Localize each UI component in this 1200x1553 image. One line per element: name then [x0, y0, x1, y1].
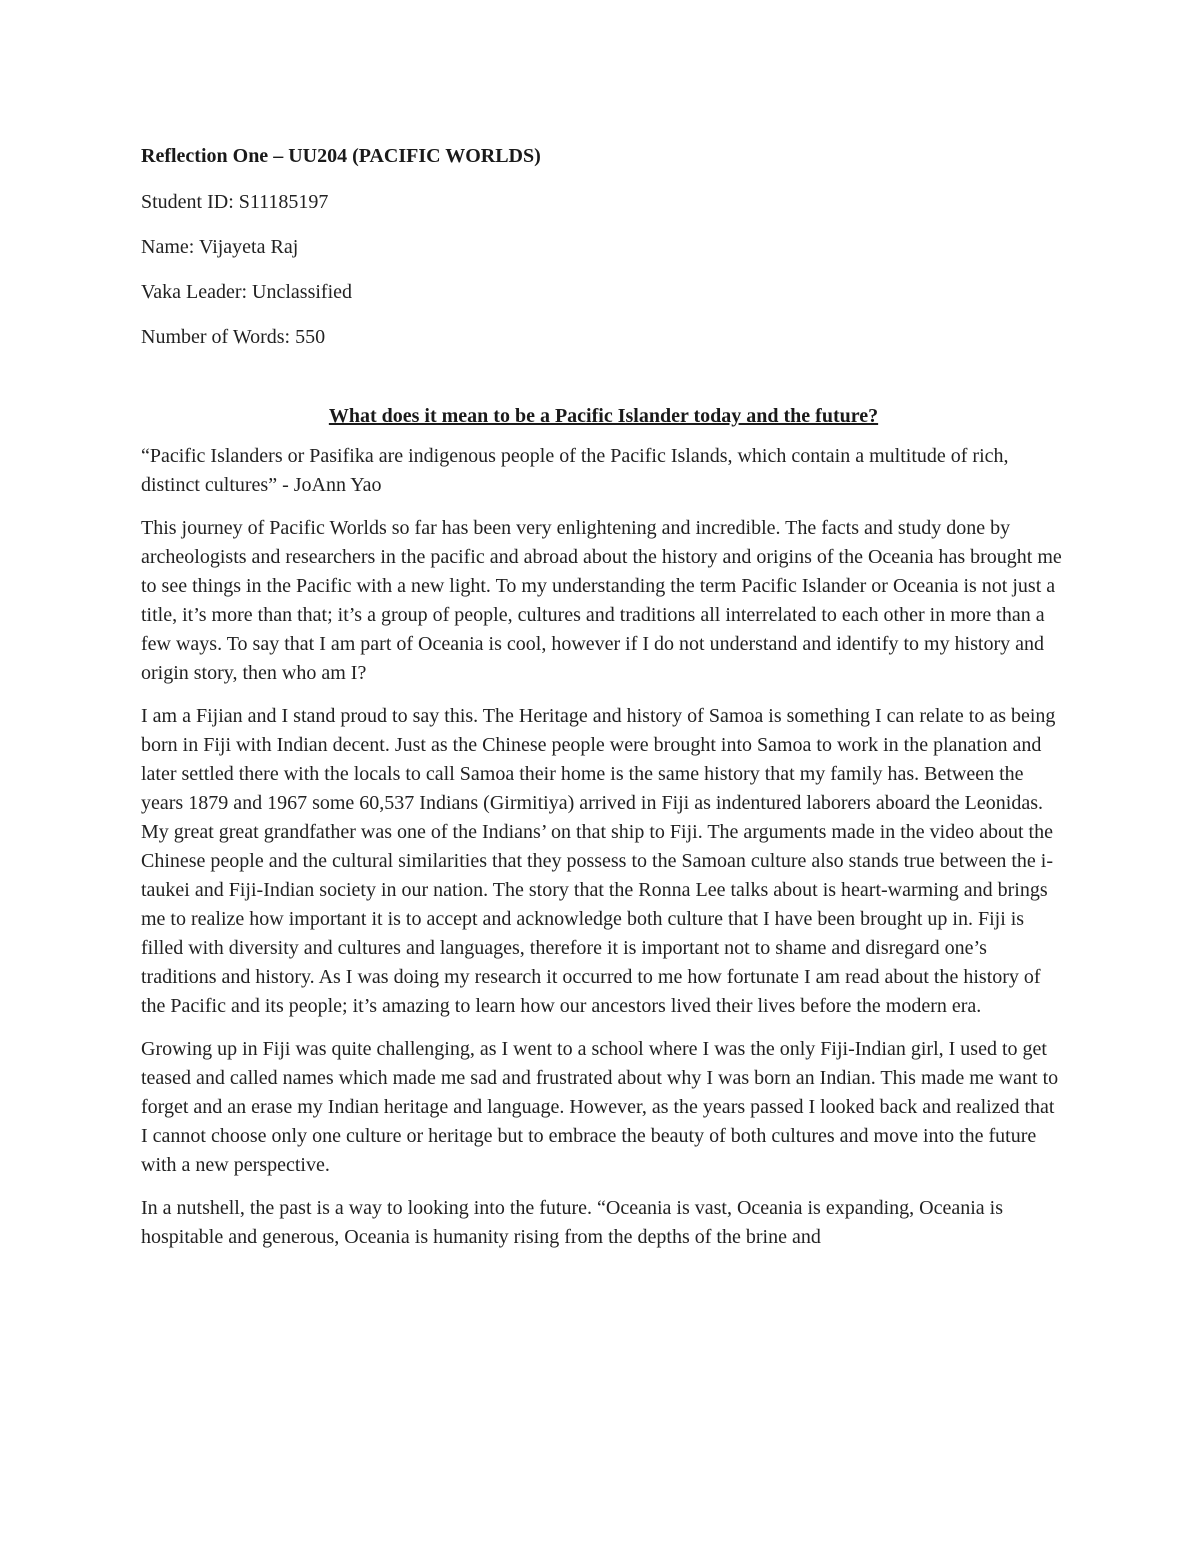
student-id-line: Student ID: S11185197 [141, 191, 329, 213]
student-name-line: Name: Vijayeta Raj [141, 236, 299, 258]
essay-heading: What does it mean to be a Pacific Islander today and the future? [328, 405, 879, 427]
body-paragraph-growing-up: Growing up in Fiji was quite challenging, as I went to a school where I was the only Fiji-Indian girl, I used to get teased and called names which made me sad and frustrated about why I was born an Indian. This made me want to forget and an erase my Indian heritage and language. However, as the years passed I looked back and realized that I cannot choose only one culture or heritage but to embrace the beauty of both cultures and move into the future with a new perspective. [141, 1038, 1059, 1176]
body-paragraph-conclusion: In a nutshell, the past is a way to looking into the future. “Oceania is vast, Oceania is expanding, Oceania is hospitable and generous, Oceania is humanity rising from the depths of the brine and [141, 1197, 1003, 1248]
document-title: Reflection One – UU204 (PACIFIC WORLDS) [141, 145, 541, 167]
body-paragraph-heritage: I am a Fijian and I stand proud to say this. The Heritage and history of Samoa is something I can relate to as being born in Fiji with Indian decent. Just as the Chinese people were brought into Samoa to work in the planation and later settled there with the locals to call Samoa their home is the same history that my family has. Between the years 1879 and 1967 some 60,537 Indians (Girmitiya) arrived in Fiji as indentured laborers aboard the Leonidas. My great great grandfather was one of the Indians’ on that ship to Fiji. The arguments made in the video about the Chinese people and the cultural similarities that they possess to the Samoan culture also stands true between the i-taukei and Fiji-Indian society in our nation. The story that the Ronna Lee talks about is heart-warming and brings me to realize how important it is to accept and acknowledge both culture that I have been brought up in. Fiji is filled with diversity and cultures and languages, therefore it is important not to shame and disregard one’s traditions and history. As I was doing my research it occurred to me how fortunate I am read about the history of the Pacific and its people; it’s amazing to learn how our ancestors lived their lives before the modern era. [141, 705, 1056, 1017]
document-body [141, 143, 1066, 1252]
opening-quote-paragraph: “Pacific Islanders or Pasifika are indigenous people of the Pacific Islands, which contain a multitude of rich, distinct cultures” - JoAnn Yao [141, 445, 1009, 496]
vaka-leader-line: Vaka Leader: Unclassified [141, 281, 353, 303]
body-paragraph-journey: This journey of Pacific Worlds so far has been very enlightening and incredible. The facts and study done by archeologists and researchers in the pacific and abroad about the history and origins of the Oceania has brought me to see things in the Pacific with a new light. To my understanding the term Pacific Islander or Oceania is not just a title, it’s more than that; it’s a group of people, cultures and traditions all interrelated to each other in more than a few ways. To say that I am part of Oceania is cool, however if I do not understand and identify to my history and origin story, then who am I? [141, 517, 1062, 684]
word-count-line: Number of Words: 550 [141, 326, 326, 348]
